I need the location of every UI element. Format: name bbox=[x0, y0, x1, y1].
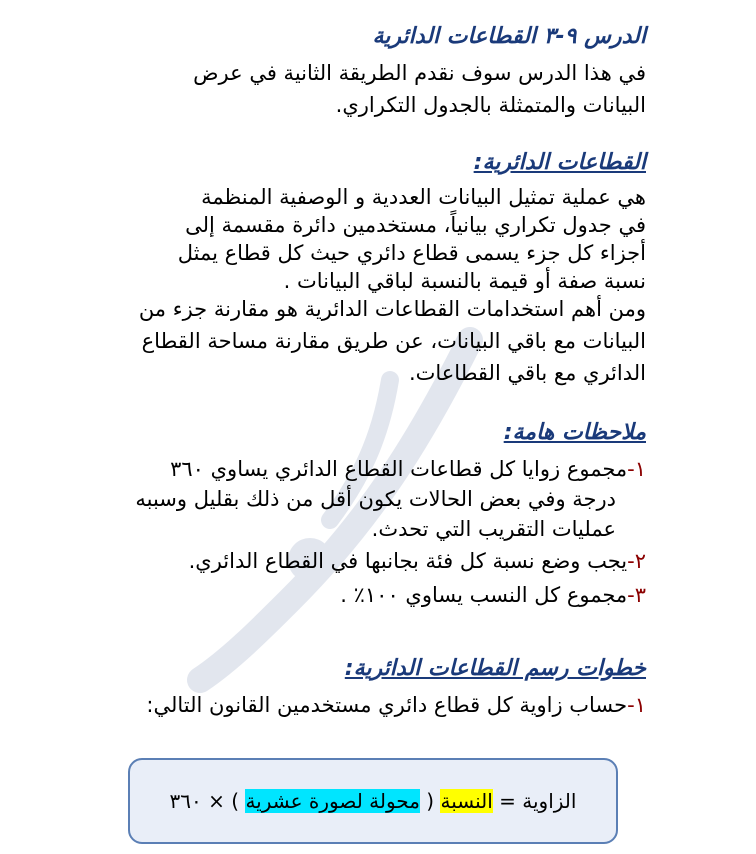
note-item bbox=[86, 454, 646, 484]
definition-heading: القطاعات الدائرية: bbox=[473, 150, 646, 175]
notes-heading: ملاحظات هامة: bbox=[503, 420, 646, 445]
definition-line: في جدول تكراري بيانياً، مستخدمين دائرة مقسمة إلى bbox=[185, 213, 646, 237]
note-number: ٣- bbox=[627, 583, 646, 607]
intro-line: في هذا الدرس سوف نقدم الطريقة الثانية في عرض bbox=[193, 61, 646, 85]
angle-formula bbox=[130, 786, 616, 816]
step-text: حساب زاوية كل قطاع دائري مستخدمين القانون التالي: bbox=[146, 693, 628, 717]
formula-lhs: الزاوية = bbox=[499, 789, 577, 813]
note-text: مجموع كل النسب يساوي ١٠٠٪ . bbox=[340, 583, 628, 607]
lesson-number: الدرس ٩-٣ bbox=[543, 24, 646, 49]
definition-line: هي عملية تمثيل البيانات العددية و الوصفية المنظمة bbox=[201, 185, 646, 209]
steps-heading: خطوات رسم القطاعات الدائرية: bbox=[344, 656, 646, 681]
note-item bbox=[86, 546, 646, 576]
definition-line: البيانات مع باقي البيانات، عن طريق مقارنة مساحة القطاع bbox=[141, 329, 646, 353]
intro-line: البيانات والمتمثلة بالجدول التكراري. bbox=[335, 93, 646, 117]
lesson-title-text: القطاعات الدائرية bbox=[372, 24, 537, 49]
formula-open-paren: ( bbox=[426, 789, 435, 813]
note-number: ١- bbox=[627, 457, 646, 481]
note-text: يجب وضع نسبة كل فئة بجانبها في القطاع الدائري. bbox=[188, 549, 628, 573]
step-number: ١- bbox=[627, 693, 646, 717]
note-number: ٢- bbox=[627, 549, 646, 573]
note-item bbox=[86, 580, 646, 610]
note-text: مجموع زوايا كل قطاعات القطاع الدائري يساوي ٣٦٠ bbox=[170, 457, 628, 481]
formula-converted: محولة لصورة عشرية bbox=[245, 789, 420, 813]
formula-box bbox=[128, 758, 618, 844]
formula-times: × ٣٦٠ bbox=[169, 789, 225, 813]
lesson-title bbox=[86, 22, 646, 52]
note-continuation: عمليات التقريب التي تحدث. bbox=[371, 517, 616, 541]
definition-line: أجزاء كل جزء يسمى قطاع دائري حيث كل قطاع يمثل bbox=[177, 241, 646, 265]
definition-line: نسبة صفة أو قيمة بالنسبة لباقي البيانات . bbox=[283, 269, 646, 293]
note-continuation: درجة وفي بعض الحالات يكون أقل من ذلك بقليل وسببه bbox=[135, 487, 616, 511]
step-item bbox=[86, 690, 646, 720]
definition-line: الدائري مع باقي القطاعات. bbox=[408, 361, 646, 385]
formula-ratio: النسبة bbox=[440, 789, 493, 813]
formula-close-paren: ) bbox=[231, 789, 240, 813]
definition-line: ومن أهم استخدامات القطاعات الدائرية هو مقارنة جزء من bbox=[138, 297, 646, 321]
